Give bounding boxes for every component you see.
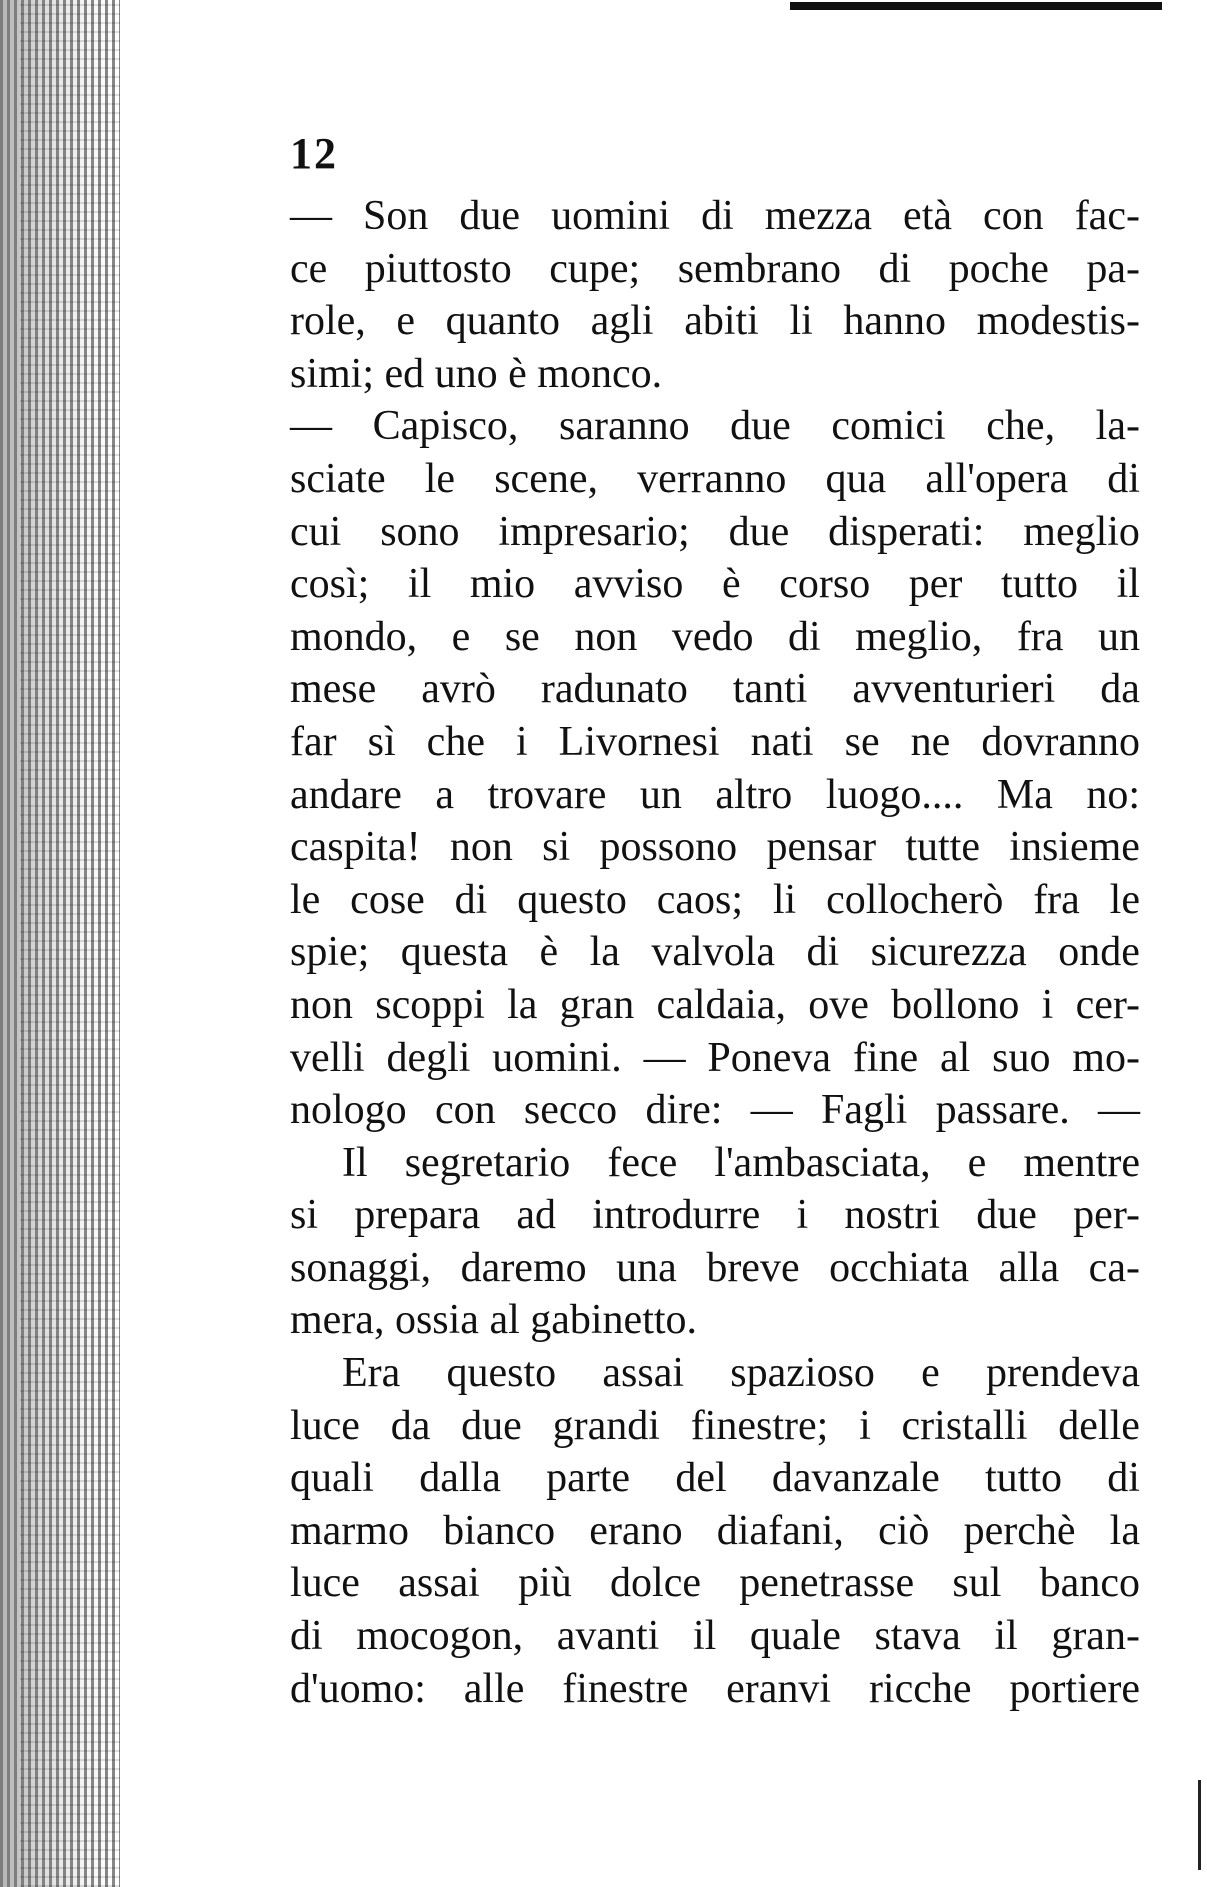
word: sonaggi, <box>290 1244 432 1291</box>
word: saranno <box>558 403 690 450</box>
word: il <box>407 561 432 608</box>
word: il <box>994 1613 1018 1660</box>
word: Son <box>363 193 429 239</box>
word: mentre <box>1023 1139 1140 1186</box>
word: ciò <box>878 1507 930 1554</box>
word: caos; <box>656 876 744 923</box>
word: fac- <box>1074 193 1140 239</box>
word: Il <box>342 1139 368 1186</box>
word: radunato <box>540 666 688 713</box>
word: marmo <box>290 1507 409 1554</box>
scan-top-rule <box>790 2 1162 10</box>
word: questa <box>400 929 509 976</box>
word: luce <box>290 1402 360 1449</box>
word: di <box>878 245 912 292</box>
word: spie; <box>290 929 370 976</box>
word: le <box>424 455 456 502</box>
word: cristalli <box>901 1402 1028 1449</box>
word: luogo.... <box>825 771 964 818</box>
word: degli <box>386 1034 471 1081</box>
word: agli <box>590 298 654 345</box>
word: la- <box>1095 403 1140 450</box>
text-line <box>290 295 1140 348</box>
word: questo <box>446 1350 557 1397</box>
word: piuttosto <box>364 245 512 292</box>
word: che, <box>986 403 1056 450</box>
word: di <box>1107 455 1140 502</box>
text-line <box>290 1610 1140 1663</box>
word: banco <box>1039 1560 1140 1607</box>
word: di <box>701 193 734 239</box>
binding-gutter-speckle <box>20 0 120 1887</box>
word: finestre <box>562 1665 689 1712</box>
word: è <box>721 561 741 608</box>
text-line <box>290 1084 1140 1137</box>
word: qua <box>825 455 887 502</box>
word: si <box>542 824 571 871</box>
word: tutte <box>905 824 980 871</box>
word: poche <box>948 245 1049 292</box>
word: non <box>449 824 513 871</box>
word: possono <box>599 824 738 871</box>
word: pensar <box>766 824 877 871</box>
word: due <box>461 1402 522 1449</box>
word: quanto <box>445 298 560 345</box>
word: le <box>290 876 321 923</box>
word: e <box>967 1139 987 1186</box>
word: — <box>290 193 332 239</box>
word: vedo <box>671 613 754 660</box>
text-line <box>290 716 1140 769</box>
word: Fagli <box>820 1087 908 1134</box>
word: sul <box>952 1560 1002 1607</box>
word: ove <box>808 981 869 1028</box>
text-line <box>290 611 1140 664</box>
text-line <box>290 874 1140 927</box>
word: due <box>976 1192 1037 1239</box>
word: quale <box>749 1613 841 1660</box>
word: trovare <box>487 771 607 818</box>
word: quali <box>290 1455 374 1502</box>
word: fece <box>607 1139 678 1186</box>
word: insieme <box>1009 824 1140 871</box>
word: e <box>921 1350 940 1397</box>
text-line <box>290 1242 1140 1295</box>
text-line <box>290 243 1140 296</box>
word: nostri <box>844 1192 941 1239</box>
word: se <box>504 613 540 660</box>
word: nologo <box>290 1087 407 1134</box>
word: caspita! <box>290 824 421 871</box>
word: pa- <box>1086 245 1140 292</box>
word: prepara <box>354 1192 481 1239</box>
text-line <box>290 190 1140 243</box>
word: più <box>518 1560 572 1607</box>
text-line <box>290 1557 1140 1610</box>
text-line <box>290 558 1140 611</box>
word: un <box>1097 613 1140 660</box>
word: bianco <box>443 1507 556 1554</box>
word: finestre; <box>690 1402 829 1449</box>
word: dalla <box>419 1455 501 1502</box>
word: li <box>772 876 797 923</box>
word: — <box>1098 1087 1140 1134</box>
word: all'opera <box>925 455 1069 502</box>
word: role, <box>290 298 366 345</box>
word: velli <box>290 1034 365 1081</box>
text-line <box>290 1189 1140 1242</box>
word: non <box>290 981 353 1028</box>
word: comici <box>831 403 946 450</box>
word: valvola <box>651 929 776 976</box>
text-line <box>290 506 1140 559</box>
word: meglio <box>1023 508 1140 555</box>
word: passare. <box>935 1087 1070 1134</box>
word: tutto <box>985 1455 1063 1502</box>
word: fine <box>852 1034 919 1081</box>
word: andare <box>290 771 402 818</box>
word: sembrano <box>677 245 841 292</box>
word: due <box>728 508 790 555</box>
word: sono <box>380 508 460 555</box>
word: i <box>515 718 528 765</box>
word: l'ambasciata, <box>714 1139 931 1186</box>
word: per- <box>1073 1192 1140 1239</box>
word: e <box>451 613 471 660</box>
word: età <box>903 193 952 239</box>
word: cupe; <box>549 245 641 292</box>
word: — <box>643 1034 686 1081</box>
word: collocherò <box>826 876 1004 923</box>
word: fra <box>1033 876 1080 923</box>
word: — <box>290 403 332 450</box>
word: con <box>434 1087 496 1134</box>
word: che <box>426 718 485 765</box>
word: occhiata <box>829 1244 970 1291</box>
word: verranno <box>637 455 787 502</box>
word: disperati: <box>828 508 985 555</box>
word: cui <box>290 508 342 555</box>
word: così; <box>290 561 370 608</box>
word: sciate <box>290 455 386 502</box>
word: Era <box>342 1350 401 1397</box>
word: nati <box>750 718 814 765</box>
word: dovranno <box>981 718 1140 765</box>
text-line <box>290 821 1140 874</box>
word: un <box>639 771 682 818</box>
word: Poneva <box>707 1034 832 1081</box>
word: davanzale <box>771 1455 940 1502</box>
word: cose <box>350 876 425 923</box>
word: abiti <box>684 298 759 345</box>
word: segretario <box>404 1139 571 1186</box>
word: ricche <box>868 1665 972 1712</box>
word: meglio, <box>855 613 983 660</box>
word: Livornesi <box>558 718 720 765</box>
word: no: <box>1086 771 1140 818</box>
text-line <box>290 1452 1140 1505</box>
word: uomini. <box>492 1034 622 1081</box>
word: assai <box>398 1560 480 1607</box>
word: mese <box>290 666 377 713</box>
word: Ma <box>996 771 1053 818</box>
word: assai <box>602 1350 685 1397</box>
word: di <box>806 929 840 976</box>
word: impresario; <box>498 508 690 555</box>
word: si <box>290 1192 319 1239</box>
word: ca- <box>1088 1244 1140 1291</box>
text-line <box>290 926 1140 979</box>
word: Capisco, <box>372 403 519 450</box>
word: stava <box>874 1613 961 1660</box>
word: alla <box>998 1244 1060 1291</box>
word: le <box>1109 876 1140 923</box>
text-line <box>290 453 1140 506</box>
word: la <box>1109 1507 1140 1554</box>
word: i <box>859 1402 871 1449</box>
word: di <box>454 876 488 923</box>
word: gran <box>559 981 635 1028</box>
word: la <box>507 981 538 1028</box>
word: gran- <box>1051 1613 1140 1660</box>
word: secco <box>523 1087 618 1134</box>
word: i <box>1041 981 1054 1028</box>
text-line: mera, ossia al gabinetto. <box>290 1297 698 1344</box>
word: mo- <box>1072 1034 1140 1081</box>
word: il <box>1116 561 1140 608</box>
text-line <box>290 1400 1140 1453</box>
word: tutto <box>1001 561 1079 608</box>
word: erano <box>589 1507 683 1554</box>
word: far <box>290 718 337 765</box>
word: eranvi <box>726 1665 832 1712</box>
word: a <box>435 771 455 818</box>
scan-edge-mark <box>1198 1780 1201 1870</box>
word: corso <box>779 561 871 608</box>
word: del <box>675 1455 727 1502</box>
text-line <box>290 1663 1140 1716</box>
text-line <box>290 1032 1140 1085</box>
word: luce <box>290 1560 360 1607</box>
word: da <box>390 1402 431 1449</box>
word: due <box>730 403 791 450</box>
word: diafani, <box>716 1507 844 1554</box>
word: hanno <box>843 298 947 345</box>
word: mondo, <box>290 613 418 660</box>
text-line <box>290 979 1140 1032</box>
word: ne <box>910 718 951 765</box>
word: alle <box>463 1665 525 1712</box>
word: perchè <box>963 1507 1076 1554</box>
word: spazioso <box>730 1350 875 1397</box>
text-line <box>290 1347 1140 1400</box>
text-line <box>290 400 1140 453</box>
word: caldaia, <box>656 981 786 1028</box>
text-line <box>290 769 1140 822</box>
word: modestis- <box>976 298 1140 345</box>
text-line: simi; ed uno è monco. <box>290 350 663 397</box>
word: dolce <box>610 1560 701 1607</box>
word: due <box>459 193 521 239</box>
word: è <box>539 929 559 976</box>
word: di <box>1107 1455 1140 1502</box>
word: fra <box>1016 613 1064 660</box>
word: la <box>589 929 620 976</box>
word: uomini <box>551 193 671 239</box>
word: penetrasse <box>739 1560 915 1607</box>
word: i <box>796 1192 809 1239</box>
word: se <box>844 718 880 765</box>
word: prendeva <box>986 1350 1140 1397</box>
word: questo <box>517 876 627 923</box>
word: sì <box>367 718 396 765</box>
word: scoppi <box>375 981 485 1028</box>
word: li <box>789 298 813 345</box>
word: non <box>574 613 638 660</box>
word: altro <box>715 771 793 818</box>
word: portiere <box>1009 1665 1140 1712</box>
word: d'uomo: <box>290 1665 426 1712</box>
word: di <box>787 613 821 660</box>
word: avrò <box>421 666 496 713</box>
word: grandi <box>552 1402 660 1449</box>
word: avventurieri <box>852 666 1056 713</box>
text-line <box>290 663 1140 716</box>
word: introdurre <box>592 1192 761 1239</box>
page-number: 12 <box>290 129 338 178</box>
text-line <box>290 1505 1140 1558</box>
word: mio <box>469 561 536 608</box>
word: ce <box>290 245 328 292</box>
text-line <box>290 1137 1140 1190</box>
page-body <box>290 190 1140 1715</box>
word: avanti <box>556 1613 660 1660</box>
word: suo <box>992 1034 1051 1081</box>
word: ad <box>516 1192 557 1239</box>
word: dire: <box>645 1087 723 1134</box>
word: — <box>750 1087 793 1134</box>
word: cer- <box>1075 981 1140 1028</box>
word: con <box>983 193 1044 239</box>
word: tanti <box>732 666 808 713</box>
word: parte <box>546 1455 631 1502</box>
word: avviso <box>573 561 684 608</box>
word: breve <box>706 1244 800 1291</box>
word: mocogon, <box>356 1613 524 1660</box>
word: mezza <box>764 193 873 239</box>
word: per <box>908 561 963 608</box>
word: al <box>939 1034 971 1081</box>
word: il <box>692 1613 717 1660</box>
word: delle <box>1058 1402 1140 1449</box>
word: onde <box>1058 929 1140 976</box>
word: una <box>616 1244 677 1291</box>
word: di <box>290 1613 323 1660</box>
word: bollono <box>891 981 1020 1028</box>
word: da <box>1100 666 1140 713</box>
word: scene, <box>494 455 598 502</box>
word: e <box>396 298 416 345</box>
word: daremo <box>460 1244 587 1291</box>
word: sicurezza <box>870 929 1027 976</box>
